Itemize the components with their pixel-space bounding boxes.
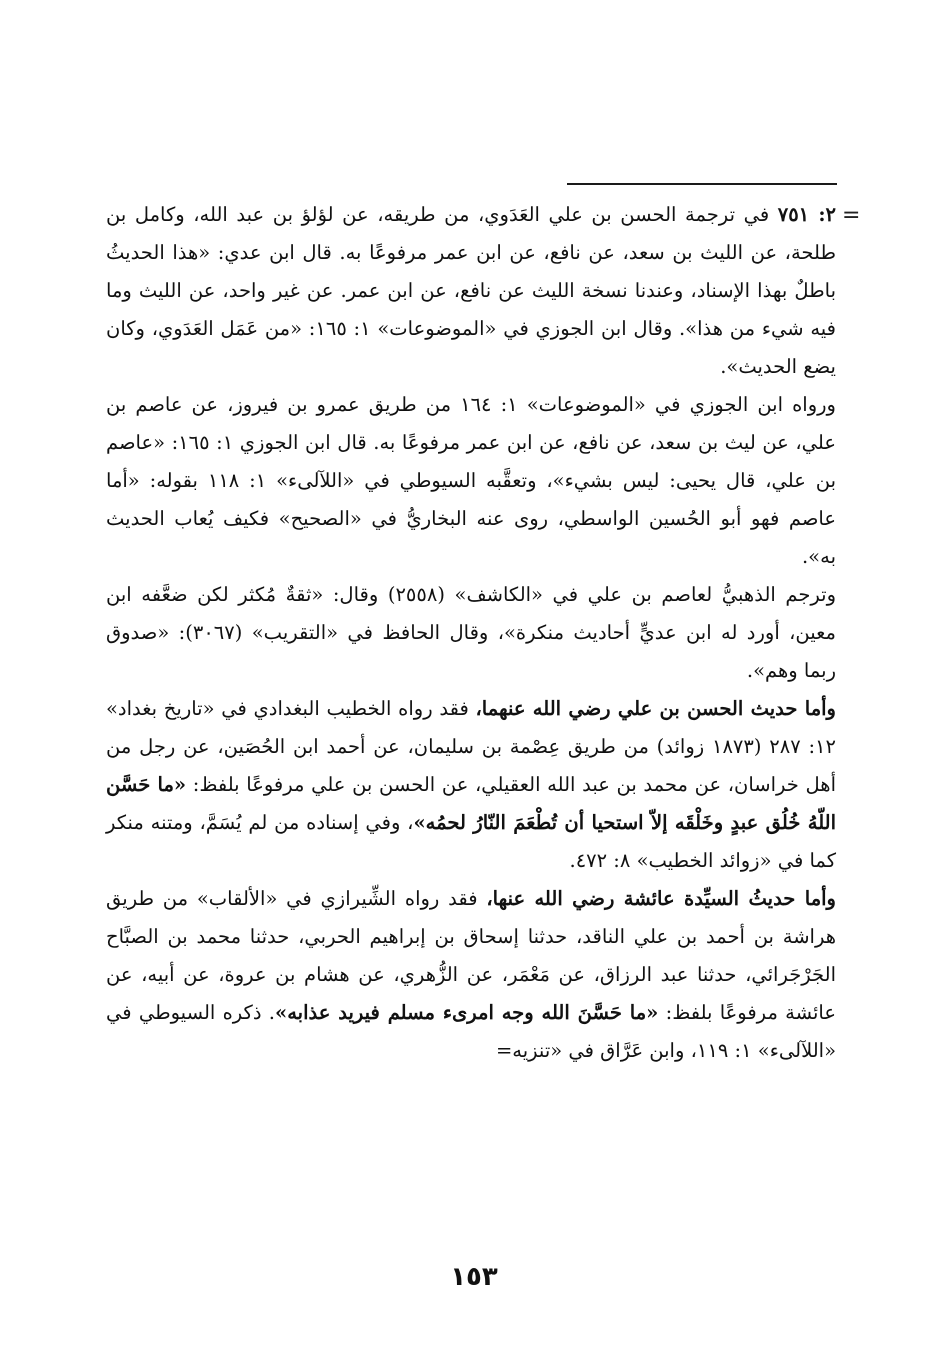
footnote-text: وترجم الذهبيُّ لعاصم بن علي في «الكاشف» (٢٥٥٨) وقال: «ثقةٌ مُكثر لكن ضعَّفه ابن معين، أورد له ابن عديٍّ أحاديث منكرة»، وقال الحافظ في «التقريب» (٣٠٦٧): «صدوق ربما وهم». bbox=[106, 583, 837, 682]
hadith-quote: «ما حَسَّنَ الله وجه امرىء مسلم فيريد عذابه» bbox=[275, 1001, 659, 1024]
footnote-block bbox=[106, 196, 836, 1070]
footnote-paragraph-3 bbox=[106, 576, 836, 690]
hadith-quote: «ما حَسَّن اللّهُ خُلُق عبدٍ وخَلْقَه إلاّ استحيا أن تُطْعَمَ النّارُ لحمُه» bbox=[106, 773, 837, 834]
footnote-number: ٢: ٧٥١ bbox=[777, 203, 836, 226]
footnote-text-tail: . ذكره السيوطي في «اللآلىء» ١: ١١٩، وابن عَرَّاق في «تنزيه= bbox=[106, 1001, 836, 1062]
footnote-text-tail: ، وفي إسناده من لم يُسَمَّ، ومتنه منكر كما في «زوائد الخطيب» ٨: ٤٧٢. bbox=[106, 811, 836, 872]
footnote-separator-rule bbox=[567, 183, 837, 185]
footnote-text: فقد رواه الخطيب البغدادي في «تاريخ بغداد» ١٢: ٢٨٧ (١٨٧٣ زوائد) من طريق عِصْمة بن سليمان، عن أحمد ابن الحُصَين، عن رجل من أهل خراسان، عن محمد بن عبد الله العقيلي، عن الحسن بن علي مرفوعًا بلفظ: bbox=[106, 697, 836, 796]
footnote-text: فقد رواه الشِّيرازي في «الألقاب» من طريق هراشة بن أحمد بن علي الناقد، حدثنا إسحاق بن إبراهيم الحربي، حدثنا محمد بن الصبَّاح الجَرْجَرائي، حدثنا عبد الرزاق، عن مَعْمَر، عن الزُّهري، عن هشام بن عروة، عن أبيه، عن عائشة مرفوعًا بلفظ: bbox=[106, 887, 837, 1024]
page-number: ١٥٣ bbox=[450, 1262, 498, 1292]
footnote-text: في ترجمة الحسن بن علي العَدَوي، من طريقه، عن لؤلؤ بن عبد الله، وكامل بن طلحة، عن الليث بن سعد، عن نافع، عن ابن عمر مرفوعًا به. قال ابن عدي: «هذا الحديثُ باطلٌ بهذا الإسناد، وعندنا نسخة الليث عن نافع، عن ابن عمر. عن غير واحد، عن الليث وما فيه شيء من هذا». وقال ابن الجوزي في «الموضوعات» ١: ١٦٥: «من عَمَل العَدَوي، وكان يضع الحديث». bbox=[106, 203, 836, 378]
footnote-paragraph-5 bbox=[106, 880, 836, 1070]
footnote-bold-lead: وأما حديث الحسن بن علي رضي الله عنهما، bbox=[475, 697, 836, 720]
continuation-marker: = bbox=[842, 203, 861, 228]
footnote-paragraph-4 bbox=[106, 690, 836, 880]
footnote-text: ورواه ابن الجوزي في «الموضوعات» ١: ١٦٤ من طريق عمرو بن فيروز، عن عاصم بن علي، عن ليث بن سعد، عن نافع، عن ابن عمر مرفوعًا به. قال ابن الجوزي ١: ١٦٥: «عاصم بن علي، قال يحيى: ليس بشيء»، وتعقَّبه السيوطي في «اللآلىء» ١: ١١٨ بقوله: «أما عاصم فهو أبو الحُسين الواسطي، روى عنه البخاريُّ في «الصحيح» فكيف يُعاب الحديث به». bbox=[106, 393, 837, 568]
footnote-paragraph-2 bbox=[106, 386, 836, 576]
footnote-bold-lead: وأما حديثُ السيِّدة عائشة رضي الله عنها، bbox=[486, 887, 836, 910]
footnote-paragraph-1 bbox=[106, 196, 836, 386]
